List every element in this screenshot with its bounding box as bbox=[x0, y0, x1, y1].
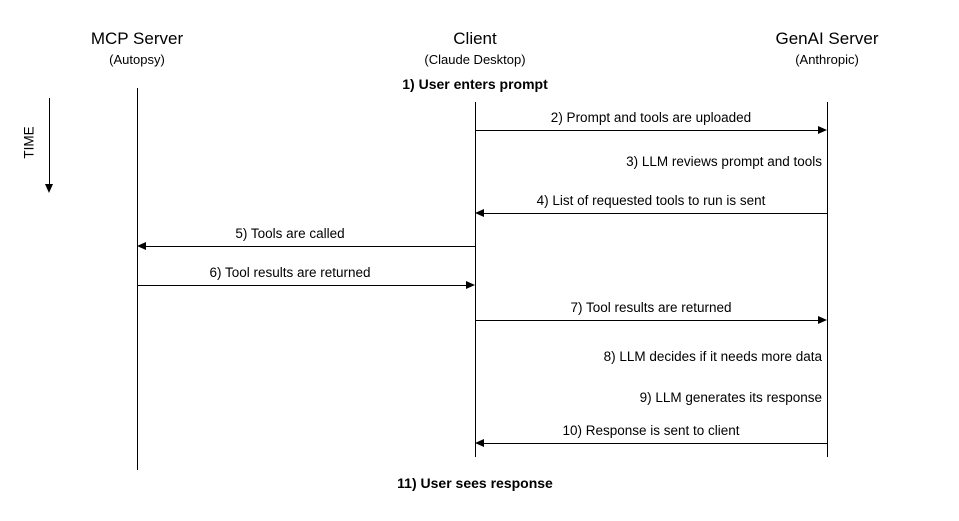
lane-title-client: Client bbox=[453, 29, 497, 48]
lane-header-client bbox=[424, 28, 525, 68]
message-label-7: 7) Tool results are returned bbox=[570, 300, 732, 315]
message-arrow-head-4 bbox=[475, 209, 484, 217]
lane-header-mcp-server bbox=[91, 28, 183, 68]
message-arrow-head-5 bbox=[137, 242, 146, 250]
message-arrow-line-7 bbox=[475, 320, 819, 321]
message-label-6: 6) Tool results are returned bbox=[209, 265, 371, 280]
lane-subtitle-mcp-server: (Autopsy) bbox=[109, 51, 165, 67]
message-label-2: 2) Prompt and tools are uploaded bbox=[550, 110, 752, 125]
lane-header-genai-server bbox=[776, 28, 879, 68]
lane-title-mcp-server: MCP Server bbox=[90, 29, 184, 48]
time-axis-arrow-icon bbox=[45, 184, 53, 193]
message-arrow-line-10 bbox=[484, 443, 827, 444]
lane-title-genai-server: GenAI Server bbox=[775, 29, 879, 48]
lifeline-mcp-server bbox=[137, 88, 138, 470]
message-arrow-head-7 bbox=[818, 316, 827, 324]
message-note-1: 1) User enters prompt bbox=[402, 76, 548, 92]
message-label-4: 4) List of requested tools to run is sent bbox=[536, 193, 766, 208]
message-arrow-line-5 bbox=[146, 246, 475, 247]
message-arrow-head-6 bbox=[466, 281, 475, 289]
message-label-10: 10) Response is sent to client bbox=[562, 423, 740, 438]
message-arrow-head-2 bbox=[818, 126, 827, 134]
message-note-9: 9) LLM generates its response bbox=[639, 390, 822, 405]
message-arrow-head-10 bbox=[475, 439, 484, 447]
lane-subtitle-client: (Claude Desktop) bbox=[424, 51, 526, 67]
message-note-8: 8) LLM decides if it needs more data bbox=[603, 349, 822, 364]
message-label-5: 5) Tools are called bbox=[235, 226, 345, 241]
message-arrow-line-6 bbox=[137, 285, 466, 286]
lane-subtitle-genai-server: (Anthropic) bbox=[795, 51, 859, 67]
lifeline-genai-server bbox=[827, 102, 828, 457]
message-note-11: 11) User sees response bbox=[397, 475, 553, 491]
lifeline-client bbox=[475, 102, 476, 457]
time-axis-line bbox=[49, 98, 50, 186]
message-note-3: 3) LLM reviews prompt and tools bbox=[626, 154, 822, 169]
message-arrow-line-4 bbox=[484, 213, 827, 214]
message-arrow-line-2 bbox=[475, 130, 819, 131]
time-axis-label: TIME bbox=[21, 126, 37, 159]
